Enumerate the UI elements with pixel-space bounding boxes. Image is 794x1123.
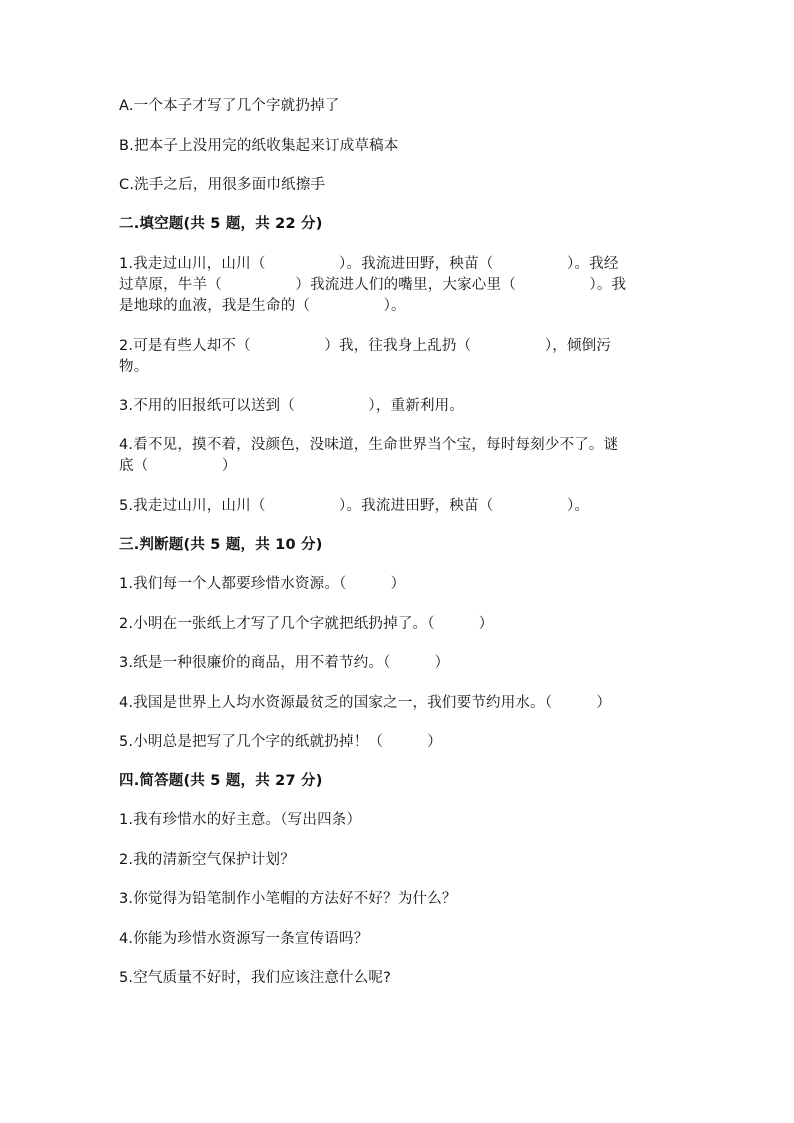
section-heading-short-answer: 四.简答题(共 5 题，共 27 分) — [119, 773, 323, 789]
judge-q4: 4.我国是世界上人均水资源最贫乏的国家之一，我们要节约用水。（ ） — [119, 695, 612, 711]
answer-q2: 2.我的清新空气保护计划？ — [119, 852, 295, 868]
option-c: C.洗手之后，用很多面巾纸擦手 — [119, 177, 326, 193]
fill-q4-line1: 4.看不见，摸不着，没颜色，没味道，生命世界当个宝，每时每刻少不了。谜 — [119, 437, 619, 453]
option-a: A.一个本子才写了几个字就扔掉了 — [119, 98, 340, 114]
answer-q5: 5.空气质量不好时，我们应该注意什么呢? — [119, 970, 392, 986]
fill-q1-line1: 1.我走过山川，山川（ ）。我流进田野，秧苗（ ）。我经 — [119, 256, 619, 272]
fill-q3: 3.不用的旧报纸可以送到（ ），重新利用。 — [119, 398, 465, 414]
judge-q1: 1.我们每一个人都要珍惜水资源。（ ） — [119, 576, 406, 592]
answer-q1: 1.我有珍惜水的好主意。（写出四条） — [119, 812, 362, 828]
option-b: B.把本子上没用完的纸收集起来订成草稿本 — [119, 138, 399, 154]
fill-q5: 5.我走过山川，山川（ ）。我流进田野，秧苗（ ）。 — [119, 498, 590, 514]
fill-q1-line3: 是地球的血液，我是生命的（ ）。 — [119, 298, 406, 314]
fill-q2-line1: 2.可是有些人却不（ ）我，往我身上乱扔（ ），倾倒污 — [119, 338, 612, 354]
fill-q1-line2: 过草原，牛羊（ ）我流进人们的嘴里，大家心里（ ）。我 — [119, 277, 627, 293]
fill-q4-line2: 底（ ） — [119, 458, 237, 474]
judge-q3: 3.纸是一种很廉价的商品，用不着节约。（ ） — [119, 655, 450, 671]
answer-q4: 4.你能为珍惜水资源写一条宣传语吗？ — [119, 931, 369, 947]
section-heading-true-false: 三.判断题(共 5 题，共 10 分) — [119, 537, 323, 553]
judge-q5: 5.小明总是把写了几个字的纸就扔掉！（ ） — [119, 734, 442, 750]
answer-q3: 3.你觉得为铅笔制作小笔帽的方法好不好？为什么？ — [119, 891, 457, 907]
fill-q2-line2: 物。 — [119, 359, 149, 375]
judge-q2: 2.小明在一张纸上才写了几个字就把纸扔掉了。（ ） — [119, 616, 494, 632]
section-heading-fill-in: 二.填空题(共 5 题，共 22 分) — [119, 216, 323, 232]
